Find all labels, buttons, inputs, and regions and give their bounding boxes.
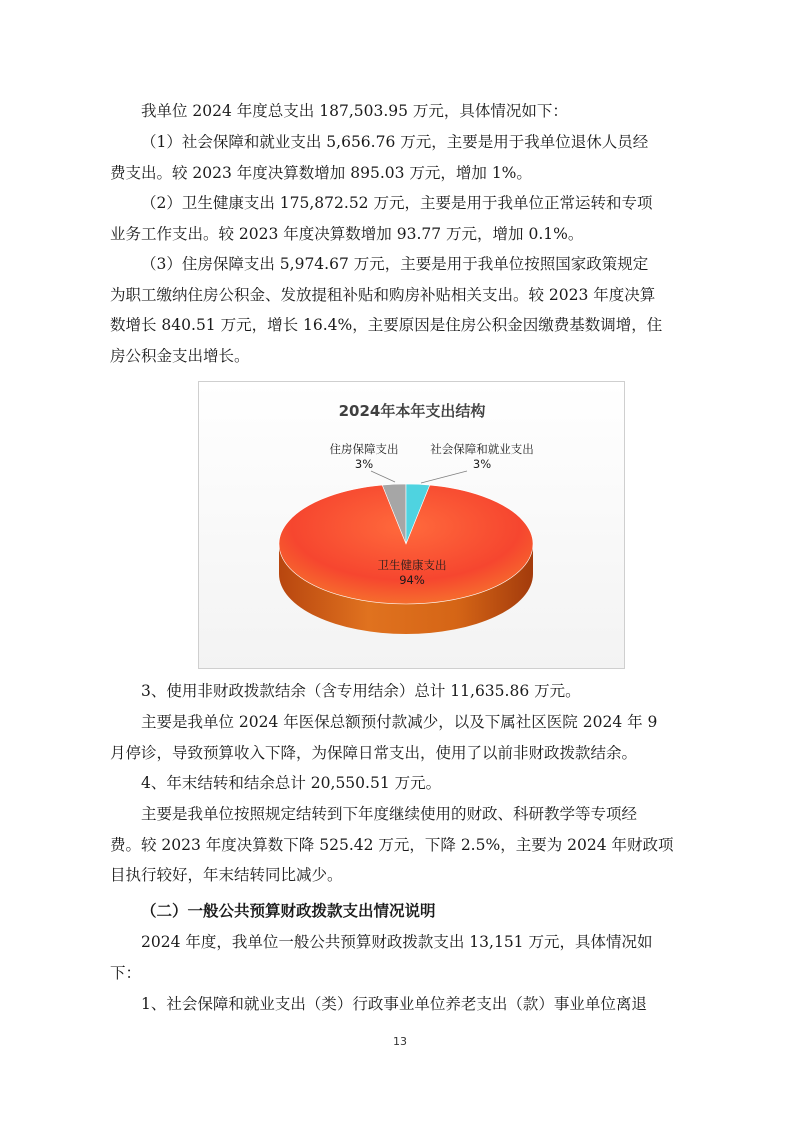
text-line: 下： (110, 963, 142, 982)
paragraph-item-1 (110, 989, 688, 1020)
paragraph-year-end-balance (110, 768, 688, 799)
text-line: 费。较 2023 年度决算数下降 525.42 万元，下降 2.5%，主要为 2024 年财政项 (110, 835, 674, 854)
paragraph-housing (110, 249, 688, 371)
text-line: 目执行较好，年末结转同比减少。 (110, 866, 343, 884)
text-line: 我单位 2024 年度总支出 187,503.95 万元，具体情况如下： (141, 102, 568, 120)
paragraph-non-fiscal-reason (110, 707, 688, 768)
text-line: （1）社会保障和就业支出 5,656.76 万元，主要是用于我单位退休人员经 (141, 133, 649, 151)
text-line: 数增长 840.51 万元，增长 16.4%，主要原因是住房公积金因缴费基数调增，住 (110, 316, 663, 334)
paragraph-total-expenditure (110, 96, 688, 127)
section-heading (110, 896, 688, 927)
text-line: 1、社会保障和就业支出（类）行政事业单位养老支出（款）事业单位离退 (141, 995, 647, 1013)
pie-label-name: 住房保障支出 (329, 442, 399, 456)
text-line: 3、使用非财政拨款结余（含专用结余）总计 11,635.86 万元。 (141, 682, 581, 700)
pie-label-name: 社会保障和就业支出 (430, 442, 534, 456)
paragraph-general-budget (110, 927, 688, 988)
text-line: 业务工作支出。较 2023 年度决算数增加 93.77 万元，增加 0.1%。 (110, 224, 584, 243)
text-line: 为职工缴纳住房公积金、发放提租补贴和购房补贴相关支出。较 2023 年度决算 (110, 285, 656, 304)
paragraph-year-end-reason (110, 799, 688, 891)
pie-label-value: 3% (354, 457, 374, 471)
text-line: 费支出。较 2023 年度决算数增加 895.03 万元，增加 1%。 (110, 163, 532, 182)
text-line: 月停诊，导致预算收入下降，为保障日常支出，使用了以前非财政拨款结余。 (110, 743, 638, 762)
pie-label-value: 3% (472, 457, 492, 471)
pie-chart-svg (199, 382, 626, 670)
text-line: 房公积金支出增长。 (110, 346, 250, 365)
text-line: （二）一般公共预算财政拨款支出情况说明 (141, 901, 436, 920)
text-line: （2）卫生健康支出 175,872.52 万元，主要是用于我单位正常运转和专项 (141, 194, 653, 212)
pie-chart (198, 381, 625, 669)
text-line: （3）住房保障支出 5,974.67 万元，主要是用于我单位按照国家政策规定 (141, 255, 649, 273)
paragraph-health (110, 188, 688, 249)
paragraph-non-fiscal-surplus (110, 676, 688, 707)
text-line: 2024 年度，我单位一般公共预算财政拨款支出 13,151 万元，具体情况如 (141, 933, 653, 951)
page-number: 13 (393, 1035, 407, 1048)
paragraph-social-security (110, 127, 688, 188)
text-line: 4、年末结转和结余总计 20,550.51 万元。 (141, 774, 442, 792)
text-line: 主要是我单位按照规定结转到下年度继续使用的财政、科研教学等专项经 (141, 805, 638, 823)
chart-title: 2024年本年支出结构 (338, 402, 486, 420)
pie-leader-line (371, 471, 395, 482)
pie-label-name: 卫生健康支出 (377, 558, 447, 572)
pie-label-value: 94% (399, 573, 425, 587)
pie-leader-line (421, 471, 467, 483)
text-line: 主要是我单位 2024 年医保总额预付款减少，以及下属社区医院 2024 年 9 (141, 713, 658, 731)
